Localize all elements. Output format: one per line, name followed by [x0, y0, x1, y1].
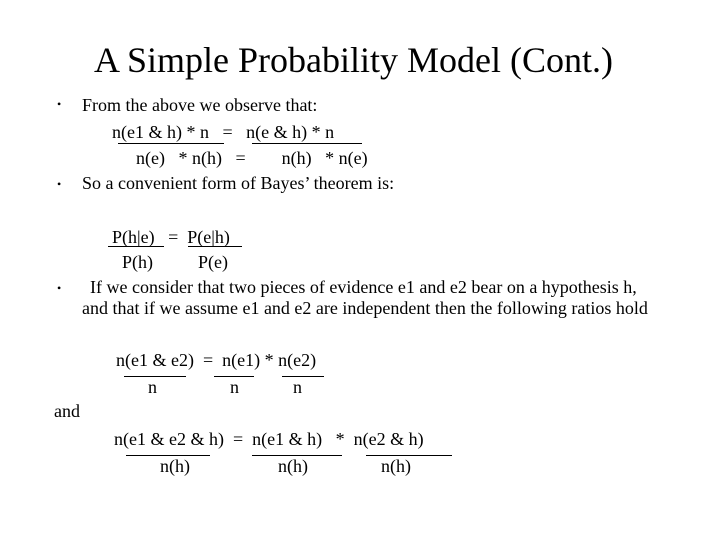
fraction-bar — [118, 143, 224, 144]
slide-title: A Simple Probability Model (Cont.) — [94, 40, 613, 80]
final-denominator-1: n(h) — [160, 456, 190, 476]
bullet-1-text: From the above we observe that: — [82, 95, 318, 115]
fraction-bar — [188, 246, 242, 247]
fraction-bar — [252, 143, 362, 144]
and-connector: and — [54, 401, 80, 421]
equation-1-numerator: n(e1 & h) * n = n(e & h) * n — [112, 122, 335, 142]
bayes-numerator: P(h|e) = P(e|h) — [112, 227, 230, 247]
independence-denominator-2: n — [230, 377, 239, 397]
bullet-2-text: So a convenient form of Bayes’ theorem is: — [82, 173, 395, 193]
bullet-3-marker: • — [57, 281, 62, 295]
bullet-3-line-1: If we consider that two pieces of evidence e1 and e2 bear on a hypothesis h, — [90, 277, 637, 297]
fraction-bar — [282, 376, 324, 377]
final-denominator-2: n(h) — [278, 456, 308, 476]
independence-denominator-3: n — [293, 377, 302, 397]
equation-1-denominator: n(e) * n(h) = n(h) * n(e) — [136, 148, 368, 168]
independence-denominator-1: n — [148, 377, 157, 397]
bullet-2-marker: • — [57, 177, 62, 191]
fraction-bar — [108, 246, 164, 247]
final-equation-numerator: n(e1 & e2 & h) = n(e1 & h) * n(e2 & h) — [114, 429, 424, 449]
bullet-1-marker: • — [57, 97, 62, 111]
independence-numerator: n(e1 & e2) = n(e1) * n(e2) — [116, 350, 317, 370]
bayes-denominator: P(h) P(e) — [122, 252, 228, 272]
bullet-3-line-2: and that if we assume e1 and e2 are independent then the following ratios hold — [82, 298, 648, 318]
final-denominator-3: n(h) — [381, 456, 411, 476]
